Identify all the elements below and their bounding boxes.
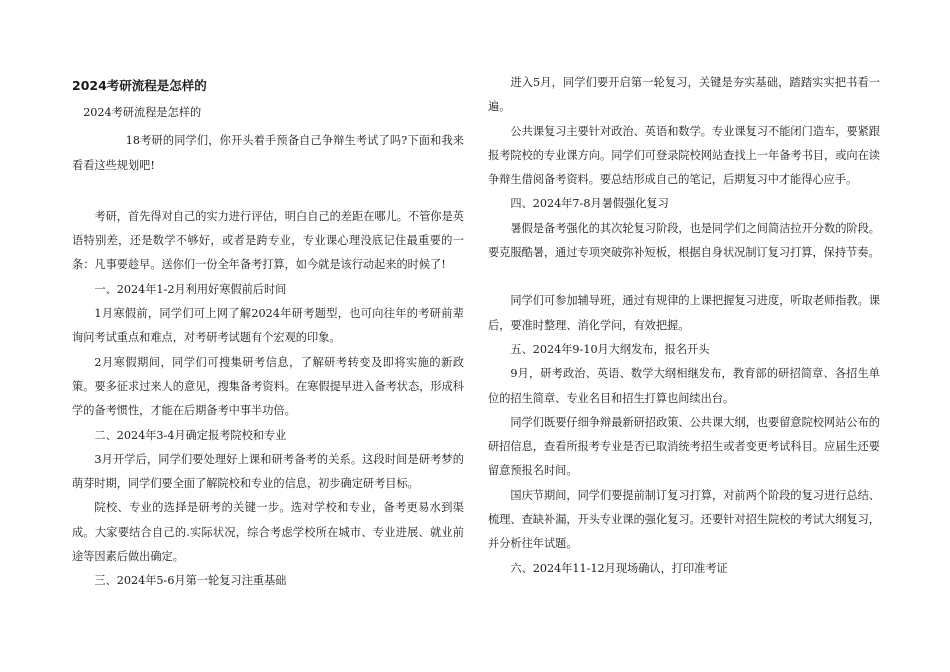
document-subtitle: 2024考研流程是怎样的 (83, 106, 202, 119)
spacer (488, 265, 880, 289)
paragraph: 同学们可参加辅导班，通过有规律的上课把握复习进度，听取老师指教。课后，要准时整理、消化学问，有效把握。 (488, 294, 880, 332)
paragraph: 公共课复习主要针对政治、英语和数学。专业课复习不能闭门造车，要紧跟报考院校的专业课方向。同学们可登录院校网站查找上一年备考书目，或向在读争辩生借阅备考资料。要总结形成自己的笔记，后期复习中才能得心应手。 (488, 124, 880, 187)
section-heading-2: 二、2024年3-4月确定报考院校和专业 (94, 428, 287, 442)
paragraph: 3月开学后，同学们要处理好上课和研考备考的关系。这段时间是研考梦的萌芽时期，同学们要全面了解院校和专业的信息，初步确定研考目标。 (72, 452, 464, 491)
document-title: 2024考研流程是怎样的 (72, 78, 207, 93)
section-heading-5: 五、2024年9-10月大纲发布，报名开头 (510, 342, 710, 356)
paragraph: 院校、专业的选择是研考的关键一步。选对学校和专业，备考更易水到渠成。大家要结合自己的.实际状况，综合考虑学校所在城市、专业进展、就业前途等因素后做出确定。 (72, 501, 464, 564)
section-heading-6: 六、2024年11-12月现场确认，打印准考证 (510, 561, 728, 575)
section-heading-1: 一、2024年1-2月利用好寒假前后时间 (94, 282, 287, 296)
paragraph: 进入5月，同学们要开启第一轮复习，关键是夯实基础，踏踏实实把书看一遍。 (488, 76, 880, 114)
paragraph: 同学们既要仔细争辩最新研招政策、公共课大纲，也要留意院校网站公布的研招信息，查看所报考专业是否已取消统考招生或者变更考试科目。应届生还要留意预报名时间。 (488, 415, 880, 478)
right-column (488, 71, 880, 581)
paragraph: 2月寒假期间，同学们可搜集研考信息，了解研考转变及即将实施的新政策。要多征求过来人的意见，搜集备考资料。在寒假提早进入备考状态，形成科学的备考惯性，才能在后期备考中事半功倍。 (72, 355, 464, 418)
paragraph: 暑假是备考强化的其次轮复习阶段，也是同学们之间简洁拉开分数的阶段。要克服酷暑，通过专项突破弥补短板，根据自身状况制订复习打算，保持节奏。 (488, 221, 880, 260)
section-heading-4: 四、2024年7-8月暑假强化复习 (510, 197, 669, 211)
paragraph: 1月寒假前，同学们可上网了解2024年研考题型，也可向往年的考研前辈询问考试重点和难点，对考研考试题有个宏观的印象。 (72, 307, 464, 345)
section-heading-3: 三、2024年5-6月第一轮复习注重基础 (94, 574, 287, 588)
paragraph: 9月，研考政治、英语、数学大纲相继发布，教育部的研招简章、各招生单位的招生简章、专业名目和招生打算也间续出台。 (488, 367, 880, 405)
left-column (72, 76, 464, 594)
paragraph: 考研，首先得对自己的实力进行评估，明白自己的差距在哪儿。不管你是英语特别差，还是数学不够好，或者是跨专业，专业课心理没底记住最重要的一条：凡事要趁早。送你们一份全年备考打算，如今就是该行动起来的时候了! (72, 209, 464, 272)
intro-paragraph: 18考研的同学们，你开头着手预备自己争辩生考试了吗?下面和我来看看这些规划吧! (72, 134, 464, 172)
spacer (72, 178, 464, 202)
paragraph: 国庆节期间，同学们要提前制订复习打算，对前两个阶段的复习进行总结、梳理、查缺补漏，开头专业课的强化复习。还要针对招生院校的考试大纲复习，并分析往年试题。 (488, 488, 880, 551)
